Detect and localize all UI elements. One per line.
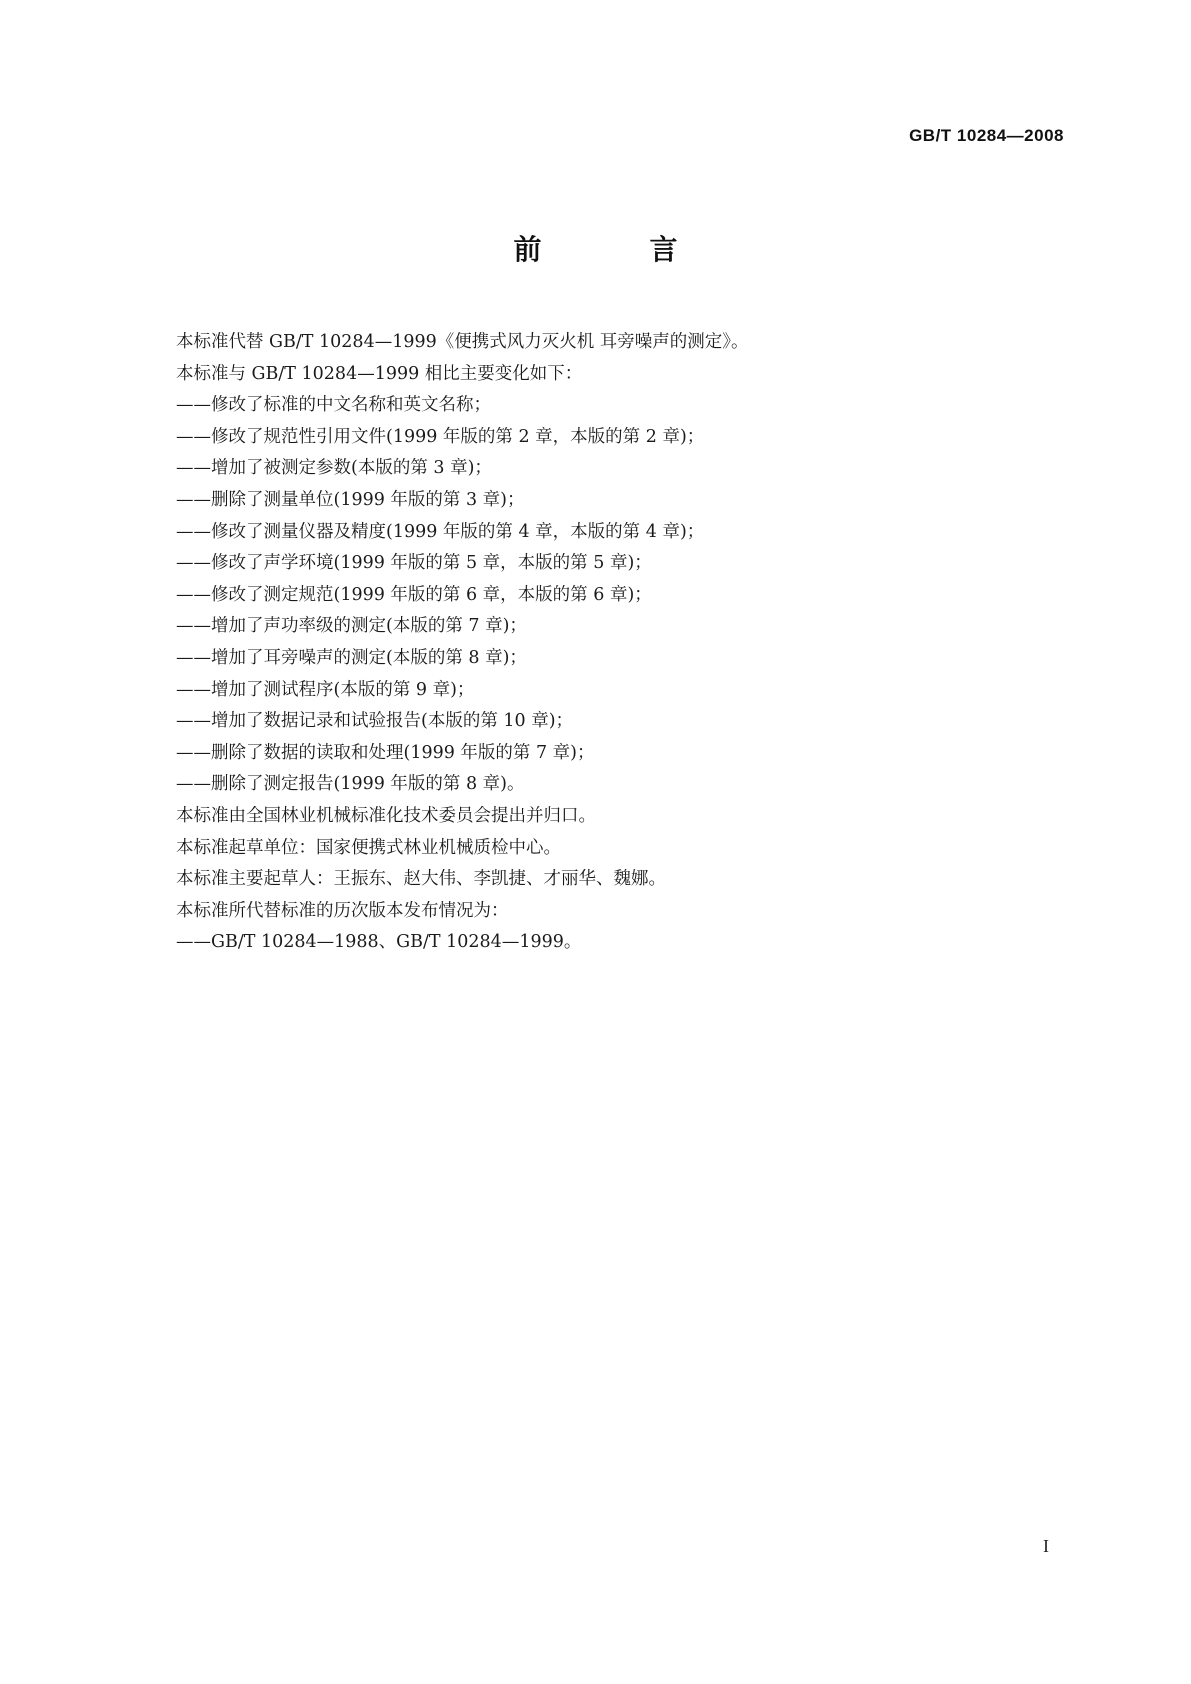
body-line: ——增加了声功率级的测定(本版的第 7 章)； bbox=[176, 616, 527, 637]
body-line: ——修改了规范性引用文件(1999 年版的第 2 章，本版的第 2 章)； bbox=[176, 426, 705, 447]
body-line: ——删除了测定报告(1999 年版的第 8 章)。 bbox=[176, 774, 525, 795]
body-line: ——修改了测量仪器及精度(1999 年版的第 4 章，本版的第 4 章)； bbox=[176, 521, 705, 542]
body-line: ——增加了测试程序(本版的第 9 章)； bbox=[176, 679, 475, 700]
body-line: 本标准所代替标准的历次版本发布情况为： bbox=[176, 900, 509, 921]
body-line: ——删除了数据的读取和处理(1999 年版的第 7 章)； bbox=[176, 742, 595, 763]
body-line: ——修改了测定规范(1999 年版的第 6 章，本版的第 6 章)； bbox=[176, 584, 652, 605]
body-line: 本标准主要起草人：王振东、赵大伟、李凯捷、才丽华、魏娜。 bbox=[176, 869, 666, 890]
standard-code: GB/T 10284—2008 bbox=[909, 126, 1064, 145]
body-line: ——增加了数据记录和试验报告(本版的第 10 章)； bbox=[176, 711, 574, 732]
body-line: ——增加了被测定参数(本版的第 3 章)； bbox=[176, 458, 492, 479]
body-line: 本标准起草单位：国家便携式林业机械质检中心。 bbox=[176, 837, 561, 858]
body-line: ——删除了测量单位(1999 年版的第 3 章)； bbox=[176, 489, 525, 510]
page-number: I bbox=[1043, 1536, 1049, 1556]
page-title: 前 言 bbox=[513, 233, 718, 266]
foreword-body bbox=[176, 327, 1036, 959]
body-line: 本标准由全国林业机械标准化技术委员会提出并归口。 bbox=[176, 805, 596, 826]
body-line: 本标准代替 GB/T 10284—1999《便携式风力灭火机 耳旁噪声的测定》。 bbox=[176, 332, 749, 352]
body-line: ——修改了声学环境(1999 年版的第 5 章，本版的第 5 章)； bbox=[176, 553, 652, 574]
body-line: ——GB/T 10284—1988、GB/T 10284—1999。 bbox=[176, 932, 582, 953]
body-line: 本标准与 GB/T 10284—1999 相比主要变化如下： bbox=[176, 363, 583, 384]
body-line: ——增加了耳旁噪声的测定(本版的第 8 章)； bbox=[176, 647, 527, 668]
body-line: ——修改了标准的中文名称和英文名称； bbox=[176, 395, 491, 416]
